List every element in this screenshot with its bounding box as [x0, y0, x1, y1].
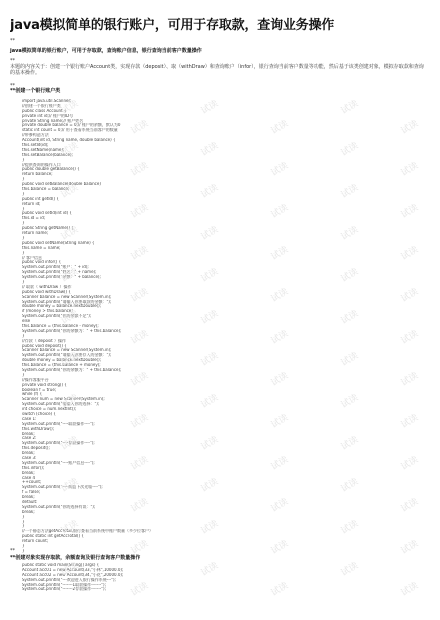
watermark-text: 试读: [399, 328, 421, 347]
watermark-text: 试读: [399, 244, 421, 263]
code-line: this.withDraw();: [22, 426, 54, 431]
watermark-text: 试读: [59, 518, 81, 537]
watermark-text: 试读: [339, 224, 361, 243]
code-line: default:: [22, 500, 38, 505]
watermark-text: 试读: [59, 392, 81, 411]
section1-heading: **创建一个银行账户类: [10, 88, 61, 94]
watermark-text: 试读: [339, 308, 361, 327]
watermark-text: 试读: [399, 454, 421, 473]
code-line: return name;: [22, 231, 49, 236]
code-line: }: [22, 519, 25, 524]
code-line: private void strong() {: [22, 382, 67, 387]
code-line: this.setBalance(balance);: [22, 152, 73, 157]
watermark-text: 试读: [269, 202, 291, 221]
code-line: //提供查询的操作入口: [22, 162, 61, 167]
watermark-text: 试读: [199, 182, 221, 201]
code-line: public static int getAccTotal() {: [22, 534, 84, 539]
description-paragraph: 本题的内容关于：创建一个银行账户Account类，实现存款（deposit）、取（withDraw）和查询账户（infor），银行查询当前客户数量等功能，然后基于该类创建对象，模拟存取款和查询的基本操作。: [10, 64, 424, 76]
code-line: //创建一个银行账户类: [22, 103, 61, 108]
watermark-text: 试读: [269, 454, 291, 473]
code-line: System.out.println("----前监下次光临----");: [22, 485, 103, 490]
watermark-text: 试读: [269, 370, 291, 389]
code-line: this.setName(name);: [22, 147, 65, 152]
code-line: //一个静态方法getAccTotal,银行查看当前系统中账户数量（多少位客户）: [22, 529, 153, 534]
watermark-text: 试读: [199, 308, 221, 327]
code-line: //存款（ deposit ）操作: [22, 338, 66, 343]
watermark-text: 试读: [59, 560, 81, 579]
code-block-account-class: [22, 99, 422, 557]
watermark-text: 试读: [129, 538, 151, 557]
code-line: //操作客服平台: [22, 377, 49, 382]
code-line: }: [22, 372, 25, 377]
code-line: System.out.println("请输入你要取款的金额：");: [22, 299, 112, 304]
code-line: case 4: [22, 475, 36, 480]
code-line: System.out.println("----取款操作----");: [22, 421, 95, 426]
code-line: Scanner num = new Scanner(System.in);: [22, 397, 105, 402]
code-line: break;: [22, 451, 35, 456]
watermark-text: 试读: [339, 476, 361, 495]
watermark-text: 试读: [129, 244, 151, 263]
code-line: System.out.println("-------2存款操作-------");: [22, 587, 106, 592]
code-line: public int getId() {: [22, 196, 60, 201]
watermark-text: 试读: [399, 202, 421, 221]
watermark-text: 试读: [339, 560, 361, 579]
watermark-text: 试读: [399, 370, 421, 389]
code-line: break;: [22, 495, 35, 500]
watermark-text: 试读: [269, 244, 291, 263]
code-line: break;: [22, 509, 35, 514]
code-line: public double getBalance() {: [22, 167, 80, 172]
code-line: System.out.println("账户：" + id);: [22, 265, 89, 270]
watermark-text: 试读: [129, 454, 151, 473]
watermark-text: 试读: [399, 160, 421, 179]
code-line: public void deposit() {: [22, 343, 67, 348]
watermark-text: 试读: [129, 202, 151, 221]
watermark-text: 试读: [59, 434, 81, 453]
watermark-text: 试读: [129, 160, 151, 179]
watermark-text: 试读: [129, 580, 151, 599]
watermark-text: 试读: [269, 412, 291, 431]
code-line: this.balance = (this.balance - money);: [22, 323, 99, 328]
watermark-text: 试读: [199, 140, 221, 159]
code-line: System.out.println("-------1取款操作-------");: [22, 582, 106, 587]
watermark-text: 试读: [199, 266, 221, 285]
code-line: System.out.println("----存款操作----");: [22, 441, 95, 446]
watermark-text: 试读: [339, 98, 361, 117]
code-line: public void setName(String name) {: [22, 240, 95, 245]
code-line: this.setId(id);: [22, 143, 49, 148]
watermark-text: 试读: [199, 476, 221, 495]
watermark-text: 试读: [59, 140, 81, 159]
section1-marker: **: [10, 83, 15, 89]
code-line: }: [22, 235, 25, 240]
watermark-text: 试读: [269, 328, 291, 347]
code-line: public void setId(int id) {: [22, 211, 72, 216]
watermark-text: 试读: [129, 328, 151, 347]
code-line: double money = balance.nextDouble();: [22, 358, 102, 363]
watermark-text: 试读: [59, 350, 81, 369]
intro-marker-2: **: [10, 58, 15, 64]
code-line: }: [22, 333, 25, 338]
code-line: }: [22, 221, 25, 226]
watermark-text: 试读: [339, 182, 361, 201]
code-line: System.out.println("你的余额为：" + this.balance);: [22, 367, 122, 372]
code-line: static int count = 0;// 用于查看系统当前客户的数量: [22, 128, 118, 133]
code-line: private String name;// 账户姓名: [22, 118, 84, 123]
code-line: }: [22, 524, 25, 529]
watermark-text: 试读: [269, 538, 291, 557]
code-line: double money = balance.nextDouble();: [22, 304, 102, 309]
code-line: }: [22, 177, 25, 182]
code-line: ++count;: [22, 480, 42, 485]
code-block-main-method: [22, 563, 422, 592]
code-line: System.out.println("你的余额为：" + this.balance);: [22, 328, 122, 333]
code-line: return count;: [22, 539, 49, 544]
code-line: public String getName() {: [22, 226, 74, 231]
watermark-text: 试读: [59, 224, 81, 243]
code-line: private double balance = 0;// 账户的余额，默认为0: [22, 123, 121, 128]
code-line: System.out.println("----账户信息----");: [22, 460, 95, 465]
watermark-text: 试读: [59, 266, 81, 285]
code-line: this.name = name;: [22, 245, 61, 250]
watermark-text: 试读: [129, 496, 151, 515]
code-line: break;: [22, 431, 35, 436]
code-line: //带参构造方法: [22, 133, 49, 138]
code-line: this.infor();: [22, 465, 45, 470]
document-title: java模拟简单的银行账户，可用于存取款，查询业务操作: [10, 18, 335, 33]
watermark-text: 试读: [399, 286, 421, 305]
code-line: switch (choice) {: [22, 412, 56, 416]
code-line: else: [22, 319, 31, 324]
watermark-text: 试读: [129, 118, 151, 137]
watermark-text: 试读: [129, 370, 151, 389]
code-line: }: [22, 250, 25, 255]
code-line: return balance;: [22, 172, 53, 177]
section2-heading: **创建对象实现存取款，余额查询及银行查询客户数量操作: [10, 555, 141, 561]
watermark-text: 试读: [339, 350, 361, 369]
code-line: }: [22, 514, 25, 519]
code-line: }: [22, 157, 25, 162]
code-line: Account acc02 = new Account(34,"小花",20000.0);: [22, 572, 124, 577]
code-line: return id;: [22, 201, 41, 206]
code-line: Account(int id, String name, double balance) {: [22, 138, 116, 143]
code-line: case 2:: [22, 436, 37, 441]
watermark-text: 试读: [269, 580, 291, 599]
code-line: this.balance = (this.balance + money);: [22, 363, 101, 368]
watermark-text: 试读: [199, 224, 221, 243]
code-line: public static void main(String[] args) {: [22, 563, 100, 567]
watermark-text: 试读: [129, 286, 151, 305]
code-line: System.out.println("请输入你要存入的金额：");: [22, 353, 112, 358]
section2-marker: **: [10, 548, 15, 554]
code-line: this.deposit();: [22, 446, 50, 451]
code-line: boolean f = true;: [22, 387, 57, 392]
code-line: while (f) {: [22, 392, 43, 397]
watermark-text: 试读: [269, 160, 291, 179]
code-line: this.balance = balance;: [22, 187, 70, 192]
code-line: public void withDraw() {: [22, 289, 71, 294]
watermark-text: 试读: [399, 118, 421, 137]
watermark-text: 试读: [199, 518, 221, 537]
watermark-text: 试读: [199, 392, 221, 411]
code-line: public void setBalance(double balance): [22, 182, 101, 187]
code-line: Scanner balance = new Scanner(System.in);: [22, 294, 112, 299]
watermark-text: 试读: [199, 98, 221, 117]
watermark-text: 试读: [59, 98, 81, 117]
watermark-text: 试读: [399, 538, 421, 557]
watermark-text: 试读: [59, 308, 81, 327]
watermark-text: 试读: [129, 412, 151, 431]
code-line: }: [22, 191, 25, 196]
code-line: f = false;: [22, 490, 41, 495]
code-line: }: [22, 279, 25, 284]
watermark-text: 试读: [269, 496, 291, 515]
code-line: public void infor() {: [22, 260, 62, 265]
watermark-text: 试读: [339, 392, 361, 411]
code-line: import java.util.Scanner;: [22, 99, 72, 103]
intro-marker: **: [10, 38, 15, 44]
code-line: System.out.println("你的余额不足");: [22, 314, 92, 319]
code-line: }: [22, 206, 25, 211]
document-subtitle: java模拟简单的银行账户，可用于存取款，查询账户信息，银行查询当前客户数量操作: [10, 48, 202, 54]
code-line: System.out.println("你的选择有误：");: [22, 504, 96, 509]
watermark-text: 试读: [339, 434, 361, 453]
watermark-text: 试读: [339, 518, 361, 537]
code-line: if (money > this.balance): [22, 309, 73, 314]
watermark-text: 试读: [199, 350, 221, 369]
watermark-text: 试读: [399, 412, 421, 431]
code-line: // 客户信息: [22, 255, 42, 260]
watermark-text: 试读: [59, 476, 81, 495]
code-line: int choice = num.nextInt();: [22, 407, 77, 412]
code-line: System.out.println("余额：" + balance);: [22, 275, 101, 280]
code-line: Scanner balance = new Scanner(System.in);: [22, 348, 112, 353]
code-line: }: [22, 544, 25, 549]
code-line: System.out.println("请输入你的选择：");: [22, 402, 100, 407]
watermark-text: 试读: [339, 140, 361, 159]
watermark-text: 试读: [399, 580, 421, 599]
code-line: this.id = id;: [22, 216, 46, 221]
watermark-text: 试读: [199, 560, 221, 579]
code-line: // 取款（ withDraw ）操作: [22, 284, 72, 289]
watermark-text: 试读: [59, 182, 81, 201]
watermark-text: 试读: [399, 496, 421, 515]
code-line: private int id;// 账户的ID号: [22, 113, 74, 118]
code-line: case 3:: [22, 456, 37, 461]
code-line: case 1:: [22, 416, 37, 421]
watermark-text: 试读: [339, 266, 361, 285]
code-line: System.out.println("---欢迎进入银行操作系统---");: [22, 577, 116, 582]
watermark-text: 试读: [199, 434, 221, 453]
watermark-text: 试读: [269, 118, 291, 137]
code-line: public class Account {: [22, 108, 67, 113]
code-line: System.out.println("姓名：" + name);: [22, 270, 97, 275]
code-line: }: [22, 548, 25, 553]
watermark-text: 试读: [269, 286, 291, 305]
code-line: Account acc01 = new Account(33,"小林",10000.0);: [22, 567, 124, 572]
code-line: break;: [22, 470, 35, 475]
